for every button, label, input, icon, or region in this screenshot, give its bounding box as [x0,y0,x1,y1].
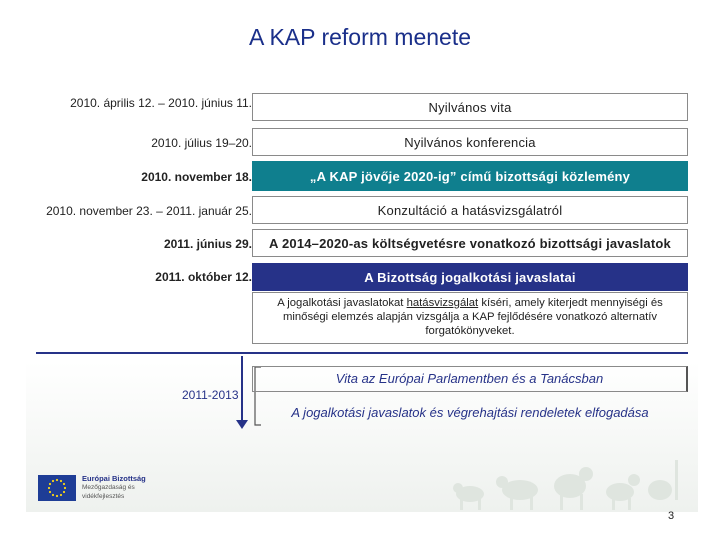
period-range: 2011-2013 [182,388,239,402]
eu-commission-logo [38,474,146,501]
timeline-event-label: „A KAP jövője 2020-ig” című bizottsági közlemény [309,168,631,184]
timeline-event-1 [252,93,688,121]
timeline-divider [36,352,688,354]
timeline-event-5 [252,229,688,257]
impact-assessment-term: hatásvizsgálat [406,297,479,309]
period-item-adoption: A jogalkotási javaslatok és végrehajtási rendeletek elfogadása [291,405,649,420]
timeline-event-2 [252,128,688,156]
timeline-event-label: A Bizottság jogalkotási javaslatai [364,269,576,285]
timeline-event-label: Nyilvános vita [428,99,512,115]
period-arrow-line [241,356,243,424]
impact-assessment-note: A jogalkotási javaslatokat hatásvizsgálat kíséri, amely kiterjedt mennyiségi és minőségi elemzés alapján vizsgálja a KAP fejlődésére vonatkozó alternatív forgatókönyveket. [252,292,688,344]
timeline-date-1: 2010. április 12. – 2010. június 11. [70,96,252,110]
timeline-event-label: Konzultáció a hatásvizsgálatról [377,202,563,218]
timeline-date-2: 2010. július 19–20. [151,136,252,150]
timeline-date-5: 2011. június 29. [163,237,252,251]
slide-background [26,12,698,512]
page-number: 3 [668,510,675,522]
logo-subtitle-1: Mezőgazdaság és [82,484,135,491]
farm-animals-illustration [440,450,690,512]
eu-flag-icon [38,475,76,501]
timeline-event-label: Nyilvános konferencia [404,134,536,150]
timeline-date-4: 2010. november 23. – 2011. január 25. [46,204,252,218]
logo-subtitle-2: vidékfejlesztés [82,493,125,500]
timeline-date-6: 2011. október 12. [155,270,252,284]
timeline-event-label: A 2014–2020-as költségvetésre vonatkozó bizottsági javaslatok [269,235,671,251]
timeline-event-3 [252,161,688,191]
period-item-parliament-debate: Vita az Európai Parlamentben és a Tanácsban [252,366,688,392]
timeline-date-3: 2010. november 18. [141,170,252,184]
page-title: A KAP reform menete [248,24,471,50]
timeline-event-6 [252,263,688,291]
timeline-event-4 [252,196,688,224]
period-arrow-head [236,420,248,429]
logo-title: Európai Bizottság [82,474,146,483]
